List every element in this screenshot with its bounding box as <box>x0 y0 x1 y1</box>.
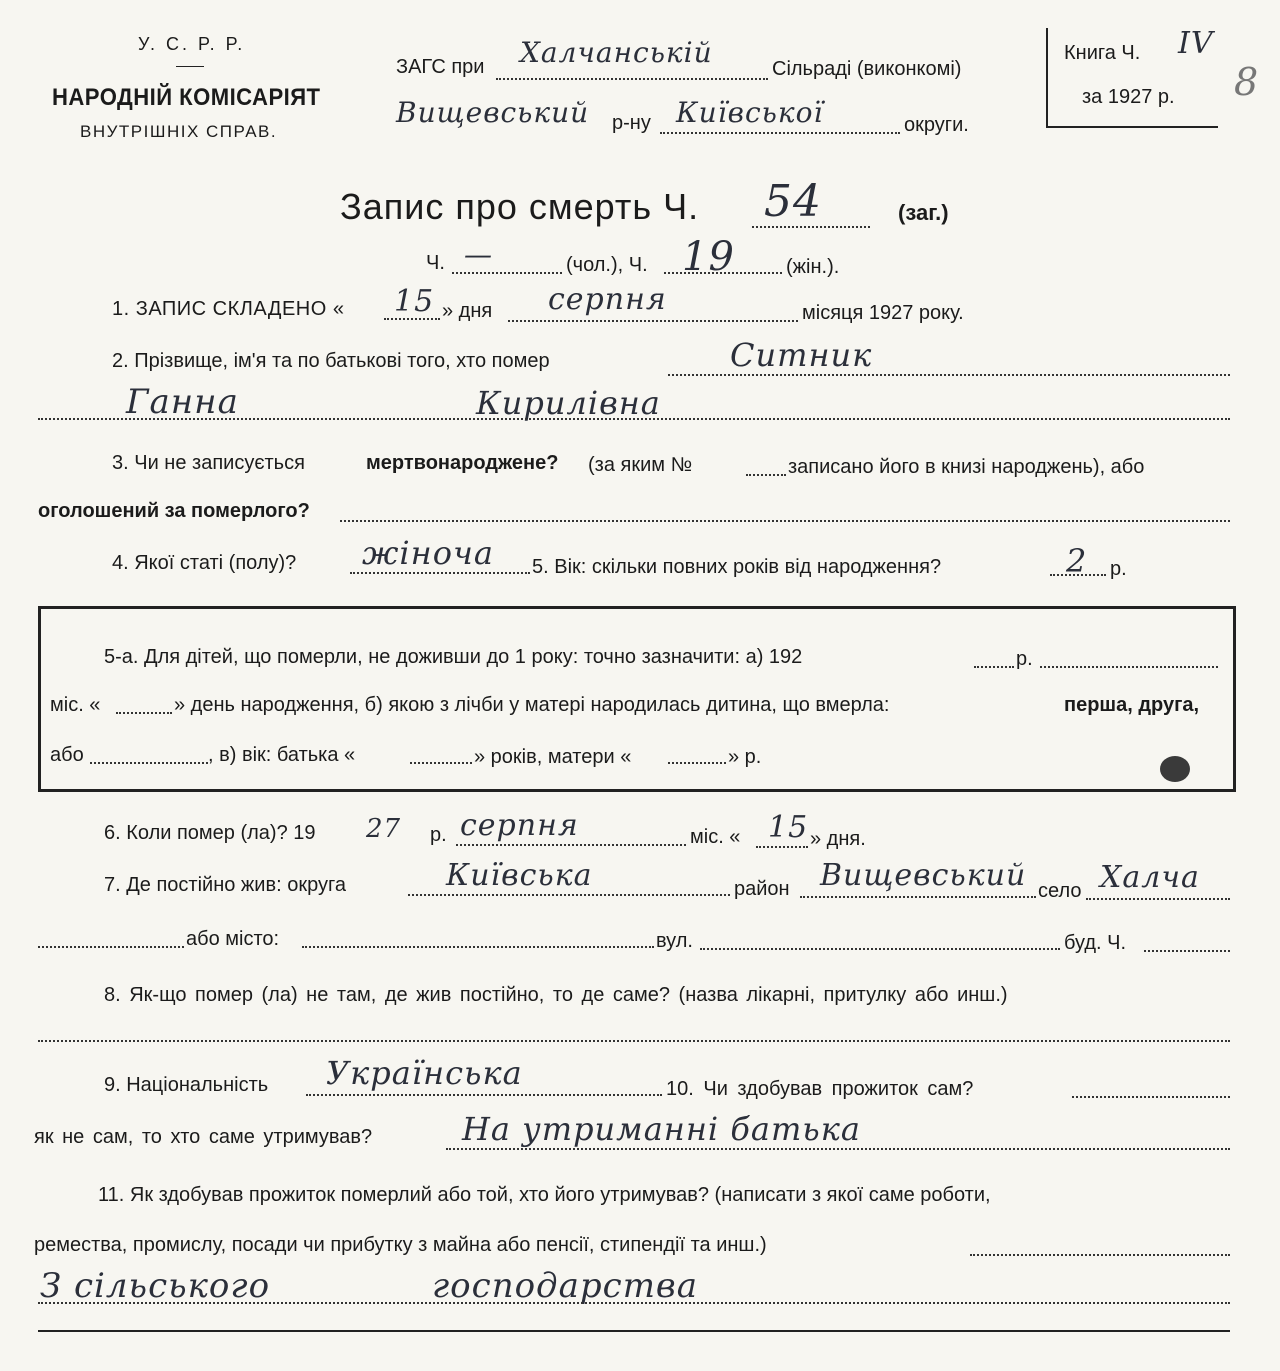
q10b-label: як не сам, то хто саме утримував? <box>34 1126 373 1148</box>
q2-surname: Ситник <box>730 336 873 374</box>
q9-value: Українська <box>326 1054 523 1092</box>
q6-month-dots <box>456 844 686 846</box>
q5a-line3-d: » р. <box>728 746 762 768</box>
male-value: — <box>464 238 493 271</box>
q7-rayon-dots <box>800 896 1036 898</box>
q2-label: 2. Прізвище, ім'я та по батькові того, хто помер <box>112 350 550 372</box>
q8-dots <box>38 1040 1230 1042</box>
record-title: Запис про смерть Ч. <box>340 186 700 227</box>
female-suffix: (жін.). <box>786 256 840 278</box>
q1-day: 15 <box>394 284 435 319</box>
q9-label: 9. Національність <box>104 1074 269 1096</box>
male-label: Ч. <box>426 252 445 274</box>
male-suffix: (чол.), Ч. <box>566 254 648 276</box>
q3-number-dots <box>746 474 786 476</box>
q6-label: 6. Коли помер (ла)? 19 <box>104 822 316 844</box>
q5a-month-dots <box>116 712 172 714</box>
q3-bold1: мертвонароджене? <box>366 452 559 474</box>
q5a-father-dots <box>410 762 472 764</box>
bottom-rule <box>38 1330 1230 1332</box>
q9-dots <box>306 1094 662 1096</box>
q7-rayon: Вищевський <box>820 858 1027 893</box>
q10-value: На утриманні батька <box>462 1110 861 1148</box>
q7-rayon-label: район <box>734 878 790 900</box>
okruha-label: округи. <box>904 114 969 136</box>
q2-patronymic: Кирилівна <box>476 384 661 422</box>
female-dots <box>664 272 782 274</box>
q4-label: 4. Якої статі (полу)? <box>112 552 297 574</box>
q10-label: 10. Чи здобував прожиток сам? <box>666 1078 974 1100</box>
female-value: 19 <box>682 234 735 280</box>
q6-day-dots <box>756 846 808 848</box>
q5a-line3-b: , в) вік: батька « <box>208 744 356 766</box>
zags-prefix: ЗАГС при <box>396 56 485 78</box>
q7-selo: Халча <box>1100 860 1200 895</box>
q7-selo-dots <box>1086 898 1230 900</box>
rayon-value: Вищевський <box>396 96 590 129</box>
q5a-line2-b: » день народження, б) якою з лічби у матері народилась дитина, що вмерла: <box>174 694 890 716</box>
q1-month-dots <box>508 320 798 322</box>
q5a-line3-a: або <box>50 744 84 766</box>
ink-blot <box>1160 756 1190 782</box>
q1-end: місяця 1927 року. <box>802 302 964 324</box>
q11-value1: З сільського <box>40 1266 271 1306</box>
q5a-year-dots <box>974 666 1014 668</box>
org-divider <box>176 66 204 67</box>
q11-line2-dots <box>970 1254 1230 1256</box>
rayon-label: р-ну <box>612 112 651 134</box>
q7-label: 7. Де постійно жив: округа <box>104 874 346 896</box>
q3-declared-dots <box>340 520 1230 522</box>
zags-dots <box>496 78 768 80</box>
zags-value: Халчанській <box>520 36 713 69</box>
q5a-mother-dots <box>668 762 726 764</box>
q6-month: серпня <box>460 808 579 843</box>
book-number: ІV <box>1178 26 1214 61</box>
q5a-line2-bold: перша, друга, <box>1064 694 1200 716</box>
q7-bud-dots <box>1144 950 1230 952</box>
q1-mid: » дня <box>442 300 493 322</box>
q5a-line1-tail-dots <box>1040 666 1218 668</box>
q6-end: » дня. <box>810 828 866 850</box>
q2-name-dots <box>38 418 1230 420</box>
q11-value2: господарства <box>432 1266 698 1306</box>
q7-bud-label: буд. Ч. <box>1064 932 1127 954</box>
record-number-dots <box>752 226 870 228</box>
org-line3: ВНУТРІШНІХ СПРАВ. <box>80 122 278 141</box>
q11-line2: ремества, промислу, посади чи прибутку з майна або пенсії, стипендії та инш.) <box>34 1234 767 1256</box>
q2-surname-dots <box>668 374 1230 376</box>
q6-year: 27 <box>366 814 402 844</box>
q1-label: 1. ЗАПИС СКЛАДЕНО « <box>112 298 345 320</box>
q6-r: р. <box>430 824 447 846</box>
record-number: 54 <box>764 176 822 227</box>
okruha-value: Київської <box>676 96 824 129</box>
book-label: Книга Ч. <box>1064 42 1141 64</box>
q10-dots <box>1072 1096 1230 1098</box>
q7-misto-dots <box>302 946 654 948</box>
q5-age-dots <box>1050 574 1106 576</box>
q7-misto-lead-dots <box>38 946 184 948</box>
q3-text2: (за яким № <box>588 454 693 476</box>
q11-value-dots <box>38 1302 1230 1304</box>
book-side-mark: 8 <box>1234 60 1260 104</box>
q5-label: 5. Вік: скільки повних років від народження? <box>532 556 942 578</box>
org-line1: У. С. Р. Р. <box>138 34 246 54</box>
q1-day-dots <box>384 318 440 320</box>
q3-bold2: оголошений за померлого? <box>38 500 310 522</box>
q5a-line3-c: » років, матери « <box>474 746 632 768</box>
q6-day: 15 <box>768 810 809 845</box>
book-year: за 1927 р. <box>1082 86 1175 108</box>
q7-okruha-dots <box>408 894 730 896</box>
q2-name: Ганна <box>126 382 239 422</box>
q8-text: 8. Як-що помер (ла) не там, де жив постійно, то де саме? (назва лікарні, притулку або инш.) <box>104 984 1008 1006</box>
q3-text1: 3. Чи не записується <box>112 452 305 474</box>
q5a-line2-a: міс. « <box>50 694 101 716</box>
q4-value: жіноча <box>362 534 494 572</box>
q5a-line1: 5-а. Для дітей, що померли, не доживши до 1 року: точно зазначити: а) 192 <box>104 646 803 668</box>
q5a-other-dots <box>90 762 208 764</box>
q7-vul-label: вул. <box>656 930 693 952</box>
org-line2: НАРОДНІЙ КОМІСАРІЯТ <box>52 84 321 111</box>
q11-line1: 11. Як здобував прожиток померлий або той, хто його утримував? (написати з якої саме роботи, <box>98 1184 991 1206</box>
zags-suffix: Сільраді (виконкомі) <box>772 58 962 80</box>
okruha-dots <box>660 132 900 134</box>
q7-okruha: Київська <box>446 858 593 893</box>
q4-dots <box>350 572 530 574</box>
q7-selo-label: село <box>1038 880 1082 902</box>
q5a-line1-end: р. <box>1016 648 1033 670</box>
q7-misto-label: або місто: <box>186 928 280 950</box>
q7-vul-dots <box>700 948 1060 950</box>
record-suffix: (заг.) <box>898 200 949 225</box>
q1-month: серпня <box>548 282 667 317</box>
q10b-dots <box>446 1148 1230 1150</box>
q6-mis: міс. « <box>690 826 741 848</box>
q5-age: 2 <box>1066 542 1088 580</box>
q5-age-unit: р. <box>1110 558 1127 580</box>
q3-text3: записано його в книзі народжень), або <box>788 456 1145 478</box>
male-dots <box>452 272 562 274</box>
